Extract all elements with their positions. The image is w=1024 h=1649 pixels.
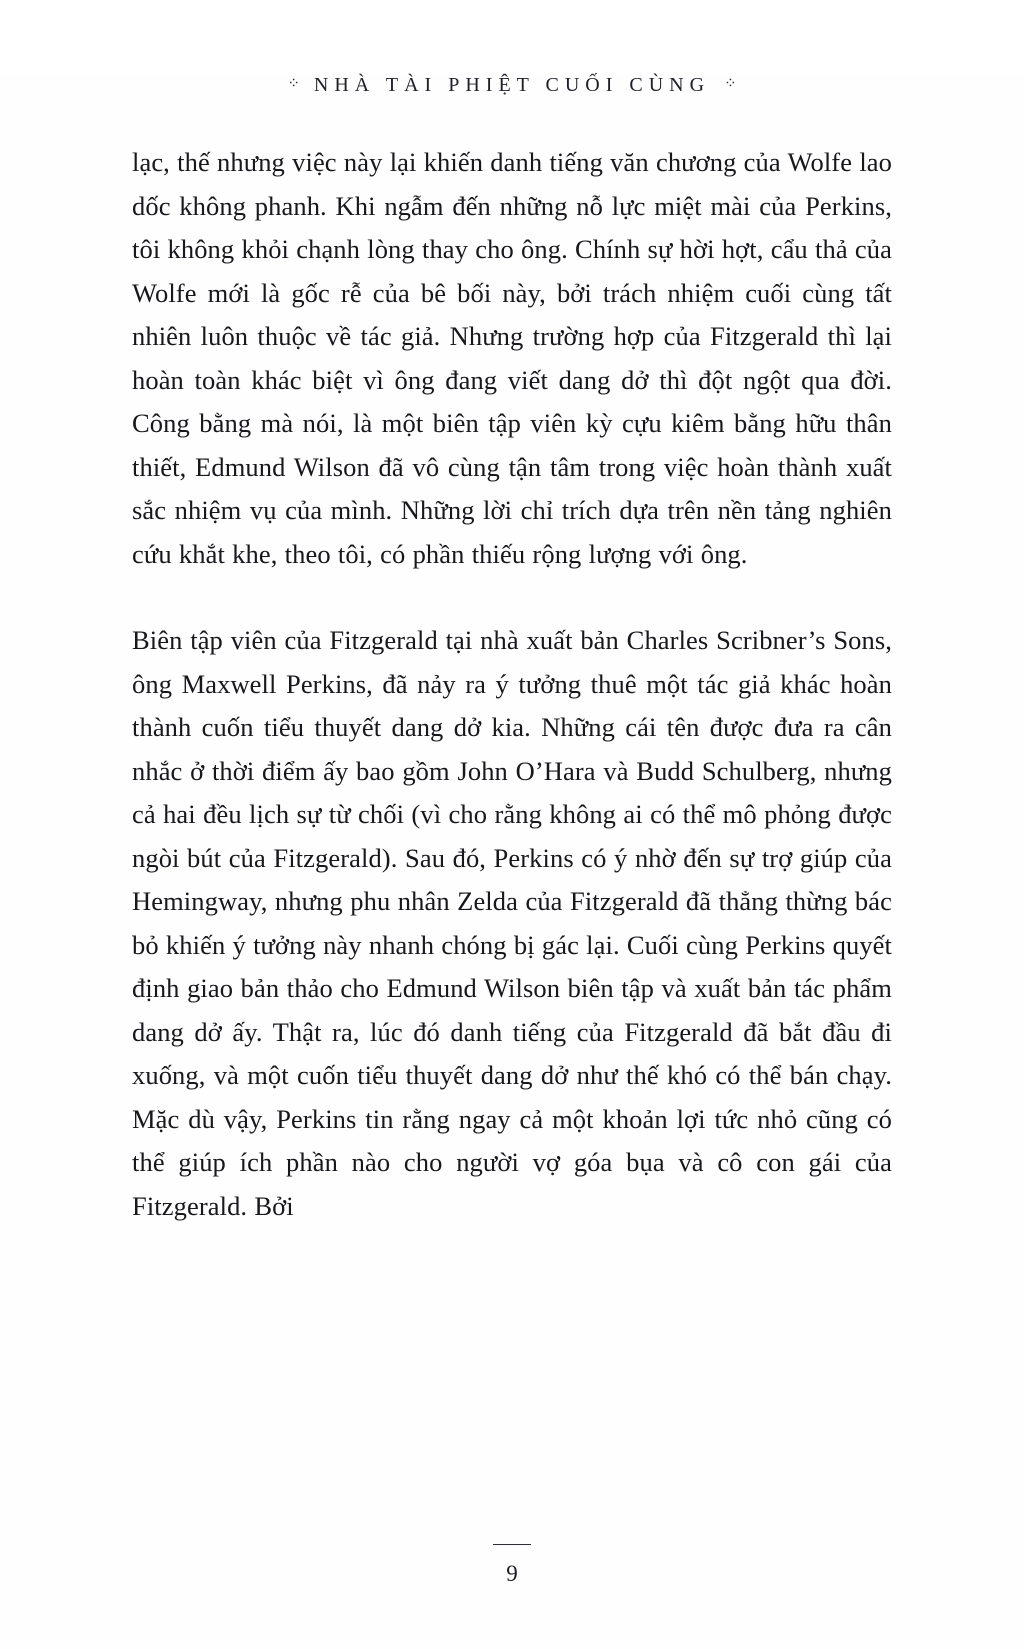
- paragraph: lạc, thế nhưng việc này lại khiến danh tiếng văn chương của Wolfe lao dốc không phanh. Khi ngẫm đến những nỗ lực miệt mài của Perkins, tôi không khỏi chạnh lòng thay cho ông. Chính sự hời hợt, cẩu thả của Wolfe mới là gốc rễ của bê bối này, bởi trách nhiệm cuối cùng tất nhiên luôn thuộc về tác giả. Nhưng trường hợp của Fitzgerald thì lại hoàn toàn khác biệt vì ông đang viết dang dở thì đột ngột qua đời. Công bằng mà nói, là một biên tập viên kỳ cựu kiêm bằng hữu thân thiết, Edmund Wilson đã vô cùng tận tâm trong việc hoàn thành xuất sắc nhiệm vụ của mình. Những lời chỉ trích dựa trên nền tảng nghiên cứu khắt khe, theo tôi, có phần thiếu rộng lượng với ông.: [132, 147, 892, 569]
- footer-divider: [493, 1544, 531, 1546]
- ornament-right-icon: ⁘: [724, 76, 737, 92]
- body-text: [132, 97, 892, 1228]
- page-footer: [0, 1544, 1024, 1588]
- running-head-title: NHÀ TÀI PHIỆT CUỐI CÙNG: [313, 74, 711, 96]
- running-head: [0, 74, 1024, 97]
- page-number: 9: [506, 1561, 518, 1586]
- book-page: [0, 74, 1024, 1649]
- ornament-left-icon: ⁘: [287, 76, 300, 92]
- paragraph: Biên tập viên của Fitzgerald tại nhà xuất bản Charles Scribner’s Sons, ông Maxwell Perkins, đã nảy ra ý tưởng thuê một tác giả khác hoàn thành cuốn tiểu thuyết dang dở kia. Những cái tên được đưa ra cân nhắc ở thời điểm ấy bao gồm John O’Hara và Budd Schulberg, nhưng cả hai đều lịch sự từ chối (vì cho rằng không ai có thể mô phỏng được ngòi bút của Fitzgerald). Sau đó, Perkins có ý nhờ đến sự trợ giúp của Hemingway, nhưng phu nhân Zelda của Fitzgerald đã thẳng thừng bác bỏ khiến ý tưởng này nhanh chóng bị gác lại. Cuối cùng Perkins quyết định giao bản thảo cho Edmund Wilson biên tập và xuất bản tác phẩm dang dở ấy. Thật ra, lúc đó danh tiếng của Fitzgerald đã bắt đầu đi xuống, và một cuốn tiểu thuyết dang dở như thế khó có thể bán chạy. Mặc dù vậy, Perkins tin rằng ngay cả một khoản lợi tức nhỏ cũng có thể giúp ích phần nào cho người vợ góa bụa và cô con gái của Fitzgerald. Bởi: [132, 625, 892, 1221]
